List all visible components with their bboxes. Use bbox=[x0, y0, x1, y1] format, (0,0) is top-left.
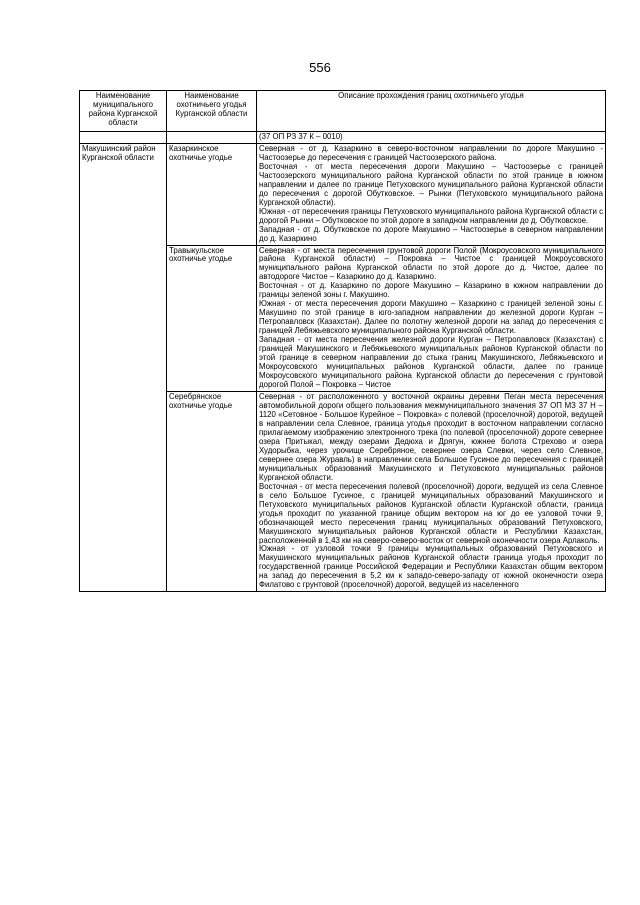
table-row-continuation bbox=[80, 131, 606, 143]
boundary-east: Восточная - от д. Казаркино по дороге Макушино – Казаркино в южном направлении до границы зеленой зоны г. Макушино. bbox=[259, 281, 603, 300]
boundary-description bbox=[257, 245, 606, 392]
boundaries-table bbox=[79, 90, 606, 592]
boundary-south: Южная - от пересечения границы Петуховского муниципального района Курганской области с дорогой Рынки – Обутковское по этой дороге в западном направлении до д. Обутковское. bbox=[259, 206, 603, 225]
hunting-area-name: Серебрянское охотничье угодье bbox=[167, 392, 257, 592]
hunting-area-name: Травыкульское охотничье угодье bbox=[167, 245, 257, 392]
boundary-west: Западная - от места пересечения железной дороги Курган – Петропавловск (Казахстан) с границей Макушинского и Лебяжьевского муниципальных районов Курганской области по этой границе в северном направлении до стыка границ Макушинского, Лебяжьевского и Мокроусовского муниципальных районов Курганской области, далее по границе Мокроусовского муниципального района Курганской области до пересечения с грунтовой дорогой Полой – Покровка – Чистое bbox=[259, 335, 603, 390]
hunting-area-name: Казаркинское охотничье угодье bbox=[167, 143, 257, 245]
boundary-north: Северная - от места пересечения грунтовой дороги Полой (Мокроусовского муниципального района Курганской области) – Покровка – Чистое с границей Мокроусовского муниципального района Курганской области по этой дороге до д. Чистое, далее по автодороге Чистое – Казаркино до д. Казаркино. bbox=[259, 245, 603, 282]
boundary-east: Восточная - от места пересечения дороги Макушино – Частоозерье с границей Частоозерского муниципального района Курганской области по этой границе в южном направлении и далее по границе Петуховского муниципального района Курганской области до пересечения с дорогой Обутковское. – Рынки (Петуховского муниципального района Курганской области). bbox=[259, 161, 603, 207]
boundary-north: Северная - от д. Казаркино в северо-восточном направлении по дороге Макушино - Частоозерье до пересечения с границей Частоозерского района. bbox=[259, 143, 603, 162]
empty-cell bbox=[80, 131, 167, 143]
table-header-row bbox=[80, 91, 606, 132]
district-name: Макушинский район Курганской области bbox=[80, 143, 167, 591]
boundary-west: Западная - от д. Обутковское по дороге Макушино – Частоозерье в северном направлении до д. Казаркино bbox=[259, 224, 603, 243]
boundary-description bbox=[257, 143, 606, 245]
header-district: Наименование муниципального района Курганской области bbox=[80, 91, 167, 132]
boundary-south: Южная - от узловой точки 9 границы муниципальных образований Петуховского и Макушинского муниципальных районов Курганской области граница угодья проходит по государственной границе Российской Федерации и Республики Казахстан общим вектором на запад до пересечения в 5,2 км к западо-северо-западу от южной оконечности озера Филатово с грунтовой (проселочной) дорогой, ведущей из населенного bbox=[259, 544, 603, 590]
empty-cell bbox=[167, 131, 257, 143]
boundary-north: Северная - от расположенного у восточной окраины деревни Пеган места пересечения автомобильной дороги общего пользования межмуниципального значения 37 ОП МЗ 37 Н – 1120 «Сетовное - Большое Курейное – Покровка» с полевой (проселочной) дорогой, ведущей в направлении села Слевное, граница угодья проходит в восточном направлении согласно прилагаемому изображению электронного трека (по полевой (проселочной) дороге севернее озера Притыкал, между озерами Дедюха и Дрягун, южнее болота Стрехово и озера Худорыбка, через урочище Серебряное, севернее озера Слевки, через село Слевное, севернее озера Журавль) в направлении села Большое Гусиное до пересечения с границей муниципальных образований Макушинского и Петуховского муниципальных районов Курганской области. bbox=[259, 392, 603, 482]
header-description: Описание прохождения границ охотничьего угодья bbox=[257, 91, 606, 132]
header-hunting-area: Наименование охотничьего угодья Курганской области bbox=[167, 91, 257, 132]
page-number: 556 bbox=[309, 60, 331, 75]
boundary-south: Южная - от места пересечения дороги Макушино – Казаркино с границей зеленой зоны г. Макушино по этой границе в юго-западном направлении до железной дороги Курган – Петропавловск (Казахстан). Далее по полотну железной дороги на запад до пересечения с границей Лебяжьевского муниципального района Курганской области. bbox=[259, 299, 603, 336]
table-row bbox=[80, 143, 606, 245]
continuation-code: (37 ОП РЗ 37 К – 0010) bbox=[257, 131, 606, 143]
boundary-description bbox=[257, 392, 606, 592]
boundary-east: Восточная - от места пересечения полевой (проселочной) дороги, ведущей из села Слевное в село Большое Гусиное, с границей муниципальных образований Макушинского и Петуховского муниципальных районов Курганской области Курганской области, граница угодья проходит по указанной границе общим вектором на юг до ее узловой точки 9, обозначающей место пересечения границ муниципальных образований Петуховского, Макушинского муниципальных районов Курганской области и Республики Казахстан, расположенной в 1,43 км на северо-северо-восток от северной оконечности озера Арлаколь. bbox=[259, 481, 603, 545]
